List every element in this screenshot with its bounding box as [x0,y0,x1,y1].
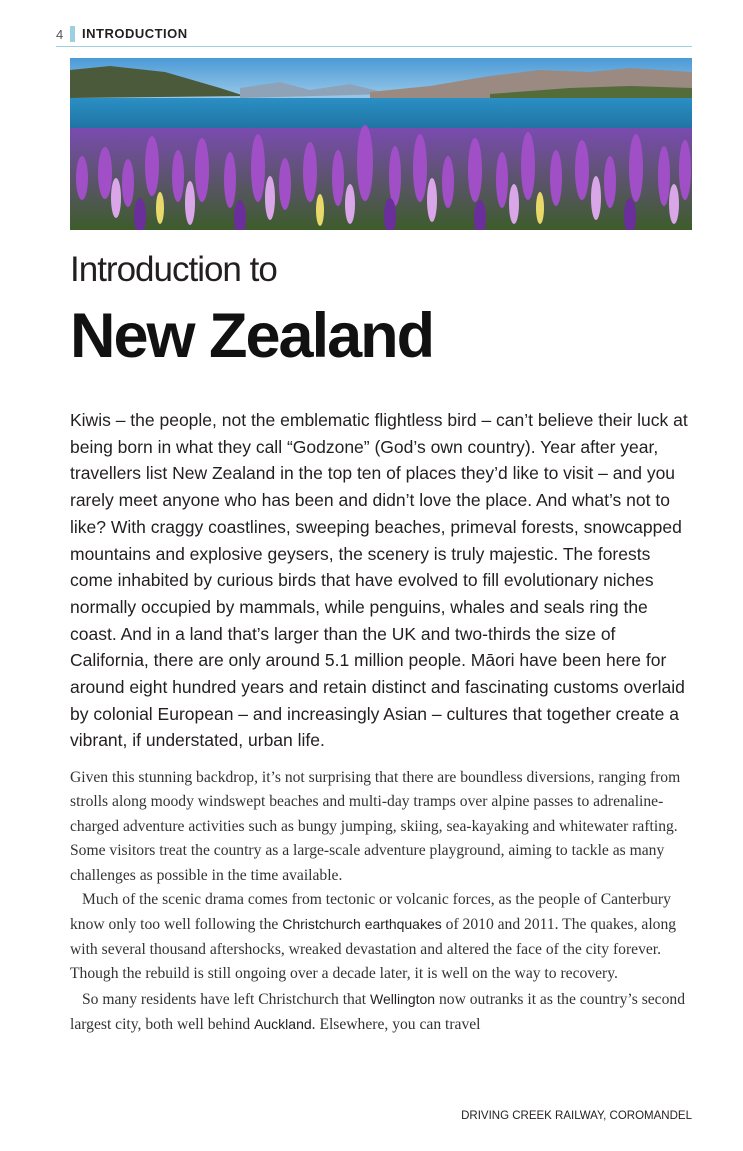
body-text-span: now outranks it as the country’s second largest city, both well behind [70,990,685,1034]
page-number: 4 [56,27,64,42]
body-text-span: Much of the scenic drama comes from tectonic or volcanic forces, as the people of Canterbury know only too well following the [70,891,671,934]
body-paragraph-1: Given this stunning backdrop, it’s not surprising that there are boundless diversions, ranging from strolls along moody windswept beaches and multi-day tramps over alpine passes to adrenaline-charged adventure activities such as bungy jumping, skiing, sea-kayaking and whitewater rafting. Some visitors treat the country as a large-scale adventure playground, aiming to tackle as many challenges as possible in the time available. [70,769,681,884]
photo-caption: DRIVING CREEK RAILWAY, COROMANDEL [461,1110,692,1122]
section-title: INTRODUCTION [82,26,188,41]
intro-paragraph: Kiwis – the people, not the emblematic flightless bird – can’t believe their luck at being born in what they call “Godzone” (God’s own country). Year after year, travellers list New Zealand in the top ten of places they’d like to visit – and you rarely meet anyone who has been and didn’t love the place. And what’s not to like? With craggy coastlines, sweeping beaches, primeval forests, snowcapped mountains and explosive geysers, the scenery is truly majestic. The forests come inhabited by curious birds that have evolved to fill evolutionary niches normally occupied by mammals, while penguins, whales and seals ring the coast. And in a land that’s larger than the UK and two-thirds the size of California, there are only around 5.1 million people. Māori have been here for around eight hundred years and retain distinct and fascinating customs overlaid by colonial European – and increasingly Asian – cultures that together create a vibrant, if understated, urban life. [70,410,688,751]
body-text [70,766,694,1037]
body-paragraph-2 [70,888,694,987]
landscape-illustration [70,58,692,230]
header-accent-bar [70,26,75,42]
highlight-auckland: Auckland [254,1016,312,1033]
highlight-wellington: Wellington [369,990,436,1007]
highlight-christchurch-earthquakes: Christchurch earthquakes [282,916,442,933]
body-paragraph-3 [70,987,694,1038]
body-text-span: So many residents have left Christchurch that [82,990,370,1008]
body-text-span: of 2010 and 2011. The quakes, along with several thousand aftershocks, wreaked devastation and altered the face of the city forever. Though the rebuild is still ongoing over a decade later, it is well on the way to recovery. [70,916,677,983]
title-intro-line: Introduction to [70,250,277,289]
body-text-span: . Elsewhere, you can travel [311,1016,481,1034]
title-country: New Zealand [70,301,434,371]
hero-image [70,58,692,230]
running-header [56,24,692,47]
